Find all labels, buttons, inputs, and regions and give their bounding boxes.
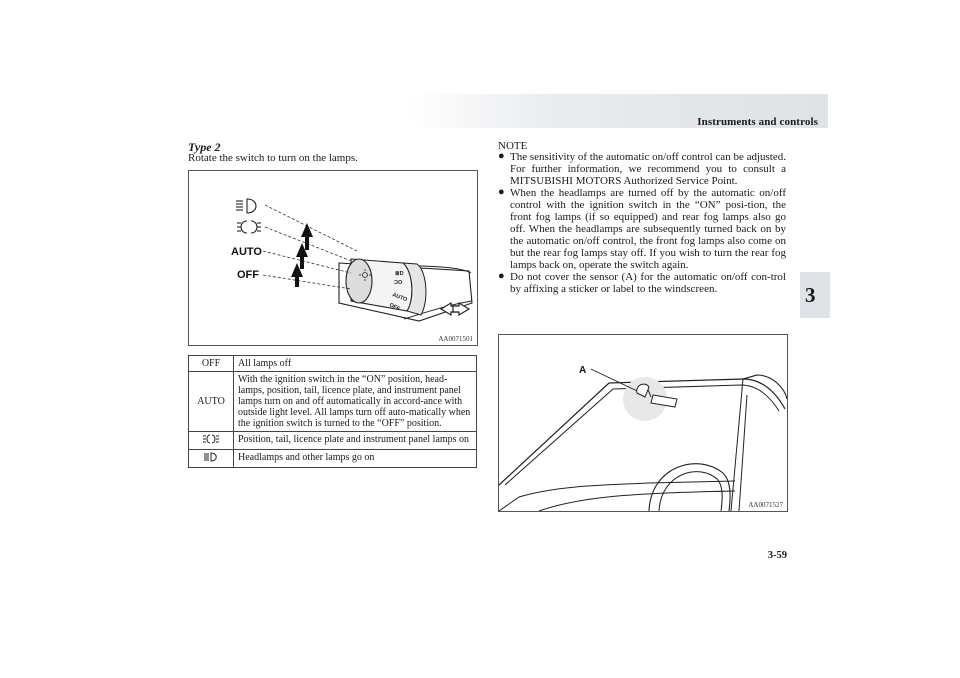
note-item bbox=[498, 187, 786, 271]
sensor-label-a: A bbox=[579, 365, 587, 376]
page-number: 3-59 bbox=[767, 550, 787, 561]
table-row bbox=[189, 356, 477, 372]
intro-text: Rotate the switch to turn on the lamps. bbox=[188, 152, 358, 164]
lamp-table bbox=[188, 355, 477, 468]
description-cell: Headlamps and other lamps go on bbox=[234, 450, 477, 468]
note-item bbox=[498, 271, 786, 295]
section-title: Instruments and controls bbox=[697, 116, 818, 128]
chapter-tab-number: 3 bbox=[805, 283, 816, 307]
position-lamp-icon bbox=[203, 434, 219, 444]
position-lamp-icon bbox=[237, 221, 261, 233]
note-list bbox=[498, 151, 786, 295]
bullet: ● bbox=[498, 186, 505, 198]
description-cell: With the ignition switch in the “ON” position, head-lamps, position, tail, licence plate, and instrument panel lamps turn on and off automatically in accord-ance with outside light level. All lamps turn off auto-matically when the ignition switch is turned to the “OFF” position. bbox=[234, 372, 477, 432]
figure-code: AA0071527 bbox=[748, 501, 783, 509]
note-text: The sensitivity of the automatic on/off control can be adjusted. For further information, we recommend you to consult a MITSUBISHI MOTORS Authorized Service Point. bbox=[510, 151, 786, 187]
table-row bbox=[189, 432, 477, 450]
light-switch-illustration bbox=[189, 171, 477, 345]
windscreen-illustration bbox=[499, 335, 787, 511]
light-switch-figure bbox=[188, 170, 478, 346]
note-label: NOTE bbox=[498, 140, 528, 152]
description-cell: Position, tail, licence plate and instrument panel lamps on bbox=[234, 432, 477, 450]
figure-code: AA0071501 bbox=[438, 335, 473, 343]
svg-text:OFF: OFF bbox=[388, 302, 401, 313]
note-text: When the headlamps are turned off by the automatic on/off control with the ignition switch in the “ON” posi-tion, the front fog lamps (if so equipped) and rear fog lamps also go off. When the headlamps are subsequently turned back on by the automatic on/off control, the front fog lamps also come on but the rear fog lamps stay off. If you wish to turn the rear fog lamps back on, operate the switch again. bbox=[510, 187, 786, 271]
auto-label: AUTO bbox=[231, 246, 262, 258]
headlamp-icon bbox=[203, 452, 219, 462]
position-cell: AUTO bbox=[189, 372, 234, 432]
svg-text:AUTO: AUTO bbox=[391, 292, 408, 304]
svg-text:≣D: ≣D bbox=[395, 271, 404, 277]
headlamp-icon bbox=[236, 199, 256, 213]
note-text: Do not cover the sensor (A) for the automatic on/off con-trol by affixing a sticker or label to the windscreen. bbox=[510, 271, 786, 295]
windscreen-sensor-figure bbox=[498, 334, 788, 512]
type-heading: Type 2 bbox=[188, 140, 221, 154]
position-cell: OFF bbox=[189, 356, 234, 372]
table-row bbox=[189, 450, 477, 468]
bullet: ● bbox=[498, 150, 505, 162]
position-cell bbox=[189, 450, 234, 468]
bullet: ● bbox=[498, 270, 505, 282]
off-label: OFF bbox=[237, 269, 259, 281]
description-cell: All lamps off bbox=[234, 356, 477, 372]
svg-text:ƆO: ƆO bbox=[394, 280, 403, 286]
position-cell bbox=[189, 432, 234, 450]
table-row bbox=[189, 372, 477, 432]
note-item bbox=[498, 151, 786, 187]
